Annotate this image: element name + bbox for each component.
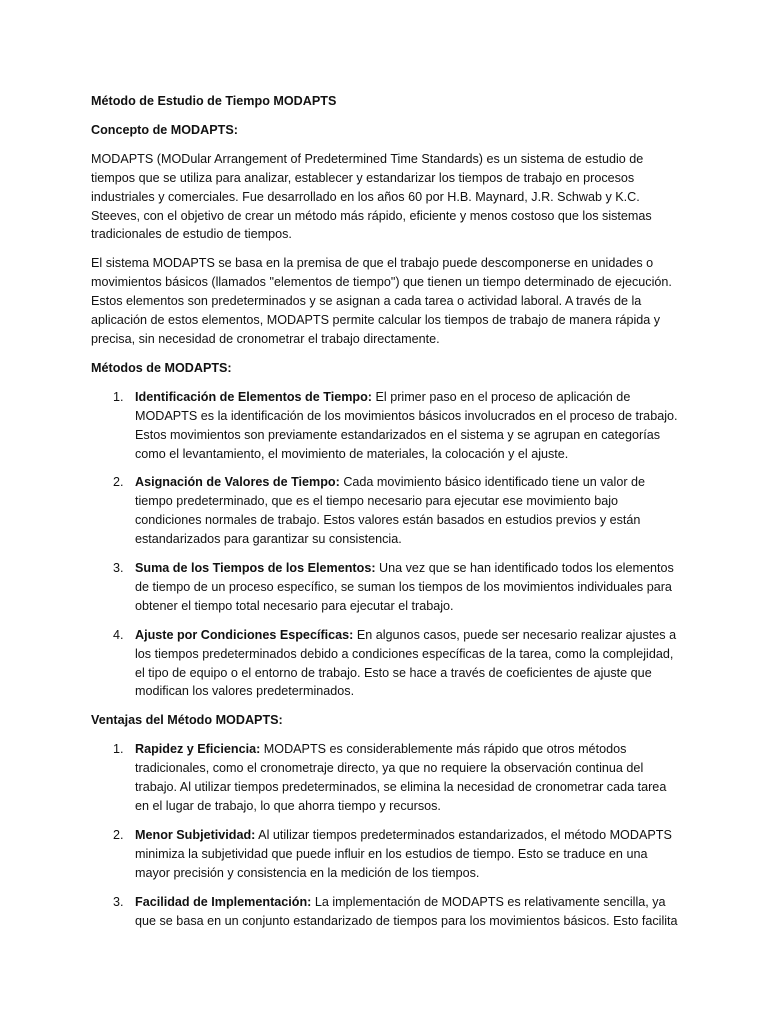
advantages-list-item bbox=[91, 893, 683, 931]
list-item-text: El primer paso en el proceso de aplicación de MODAPTS es la identificación de los movimientos básicos involucrados en el proceso de trabajo. Estos movimientos son previamente estandarizados en el sistema y se agrupan en categorías como el levantamiento, el movimiento de materiales, la colocación y el ajuste. bbox=[135, 389, 678, 461]
methods-list-item bbox=[91, 626, 683, 702]
list-item-title: Facilidad de Implementación: bbox=[135, 894, 312, 909]
list-item-text: Al utilizar tiempos predeterminados estandarizados, el método MODAPTS minimiza la subjetividad que puede influir en los estudios de tiempo. Esto se traduce en una mayor precisión y consistencia en la medición de los tiempos. bbox=[135, 827, 672, 880]
concept-heading: Concepto de MODAPTS: bbox=[91, 122, 238, 137]
document-page bbox=[91, 92, 683, 940]
methods-heading: Métodos de MODAPTS: bbox=[91, 360, 232, 375]
list-item-number: 1. bbox=[113, 389, 124, 404]
list-item-number: 3. bbox=[113, 561, 124, 576]
list-item-number: 4. bbox=[113, 627, 124, 642]
list-item-title: Suma de los Tiempos de los Elementos: bbox=[135, 561, 376, 576]
methods-list-item bbox=[91, 559, 683, 616]
list-item-text: En algunos casos, puede ser necesario realizar ajustes a los tiempos predeterminados debido a condiciones específicas de la tarea, como la complejidad, el tipo de equipo o el entorno de trabajo. Esto se hace a través de coeficientes de ajuste que modifican los valores predeterminados. bbox=[135, 627, 677, 699]
list-item-text: MODAPTS es considerablemente más rápido que otros métodos tradicionales, como el cronometraje directo, ya que no requiere la observación continua del trabajo. Al utilizar tiempos predeterminados, se elimina la necesidad de cronometrar cada tarea en el lugar de trabajo, lo que ahorra tiempo y recursos. bbox=[135, 742, 667, 813]
list-item-text: La implementación de MODAPTS es relativamente sencilla, ya que se basa en un conjunto estandarizado de tiempos para los movimientos básicos. Esto facilita bbox=[135, 894, 678, 928]
methods-list-item bbox=[91, 473, 683, 549]
list-item-title: Menor Subjetividad: bbox=[135, 827, 256, 842]
list-item-title: Identificación de Elementos de Tiempo: bbox=[135, 389, 372, 404]
methods-list bbox=[91, 388, 683, 702]
list-item-text: Cada movimiento básico identificado tiene un valor de tiempo predeterminado, que es el tiempo necesario para ejecutar ese movimiento bajo condiciones normales de trabajo. Estos valores están basados en estudios previos y están estandarizados para garantizar su consistencia. bbox=[135, 475, 646, 547]
methods-list-item bbox=[91, 388, 683, 464]
advantages-list-item bbox=[91, 826, 683, 883]
document-title: Método de Estudio de Tiempo MODAPTS bbox=[91, 94, 337, 108]
list-item-number: 2. bbox=[113, 827, 124, 842]
list-item-number: 3. bbox=[113, 894, 124, 909]
advantages-heading: Ventajas del Método MODAPTS: bbox=[91, 713, 283, 728]
concept-paragraph-2: El sistema MODAPTS se basa en la premisa de que el trabajo puede descomponerse en unidades o movimientos básicos (llamados "elementos de tiempo") que tienen un tiempo determinado de ejecución. Estos elementos son predeterminados y se asignan a cada tarea o actividad laboral. A través de la aplicación de estos elementos, MODAPTS permite calcular los tiempos de trabajo de manera rápida y precisa, sin necesidad de cronometrar el trabajo directamente. bbox=[91, 256, 672, 346]
list-item-number: 1. bbox=[113, 742, 124, 757]
advantages-list bbox=[91, 740, 683, 930]
list-item-title: Rapidez y Eficiencia: bbox=[135, 742, 261, 757]
concept-paragraph-1: MODAPTS (MODular Arrangement of Predetermined Time Standards) es un sistema de estudio de tiempos que se utiliza para analizar, establecer y estandarizar los tiempos de trabajo en procesos industriales y comerciales. Fue desarrollado en los años 60 por H.B. Maynard, J.R. Schwab y K.C. Steeves, con el objetivo de crear un método más rápido, eficiente y menos costoso que los sistemas tradicionales de estudio de tiempos. bbox=[91, 151, 652, 242]
advantages-list-item bbox=[91, 740, 683, 816]
list-item-title: Asignación de Valores de Tiempo: bbox=[135, 475, 340, 490]
list-item-text: Una vez que se han identificado todos los elementos de tiempo de un proceso específico, se suman los tiempos de los movimientos individuales para obtener el tiempo total necesario para ejecutar el trabajo. bbox=[135, 561, 674, 613]
list-item-number: 2. bbox=[113, 475, 124, 490]
list-item-title: Ajuste por Condiciones Específicas: bbox=[135, 627, 354, 642]
